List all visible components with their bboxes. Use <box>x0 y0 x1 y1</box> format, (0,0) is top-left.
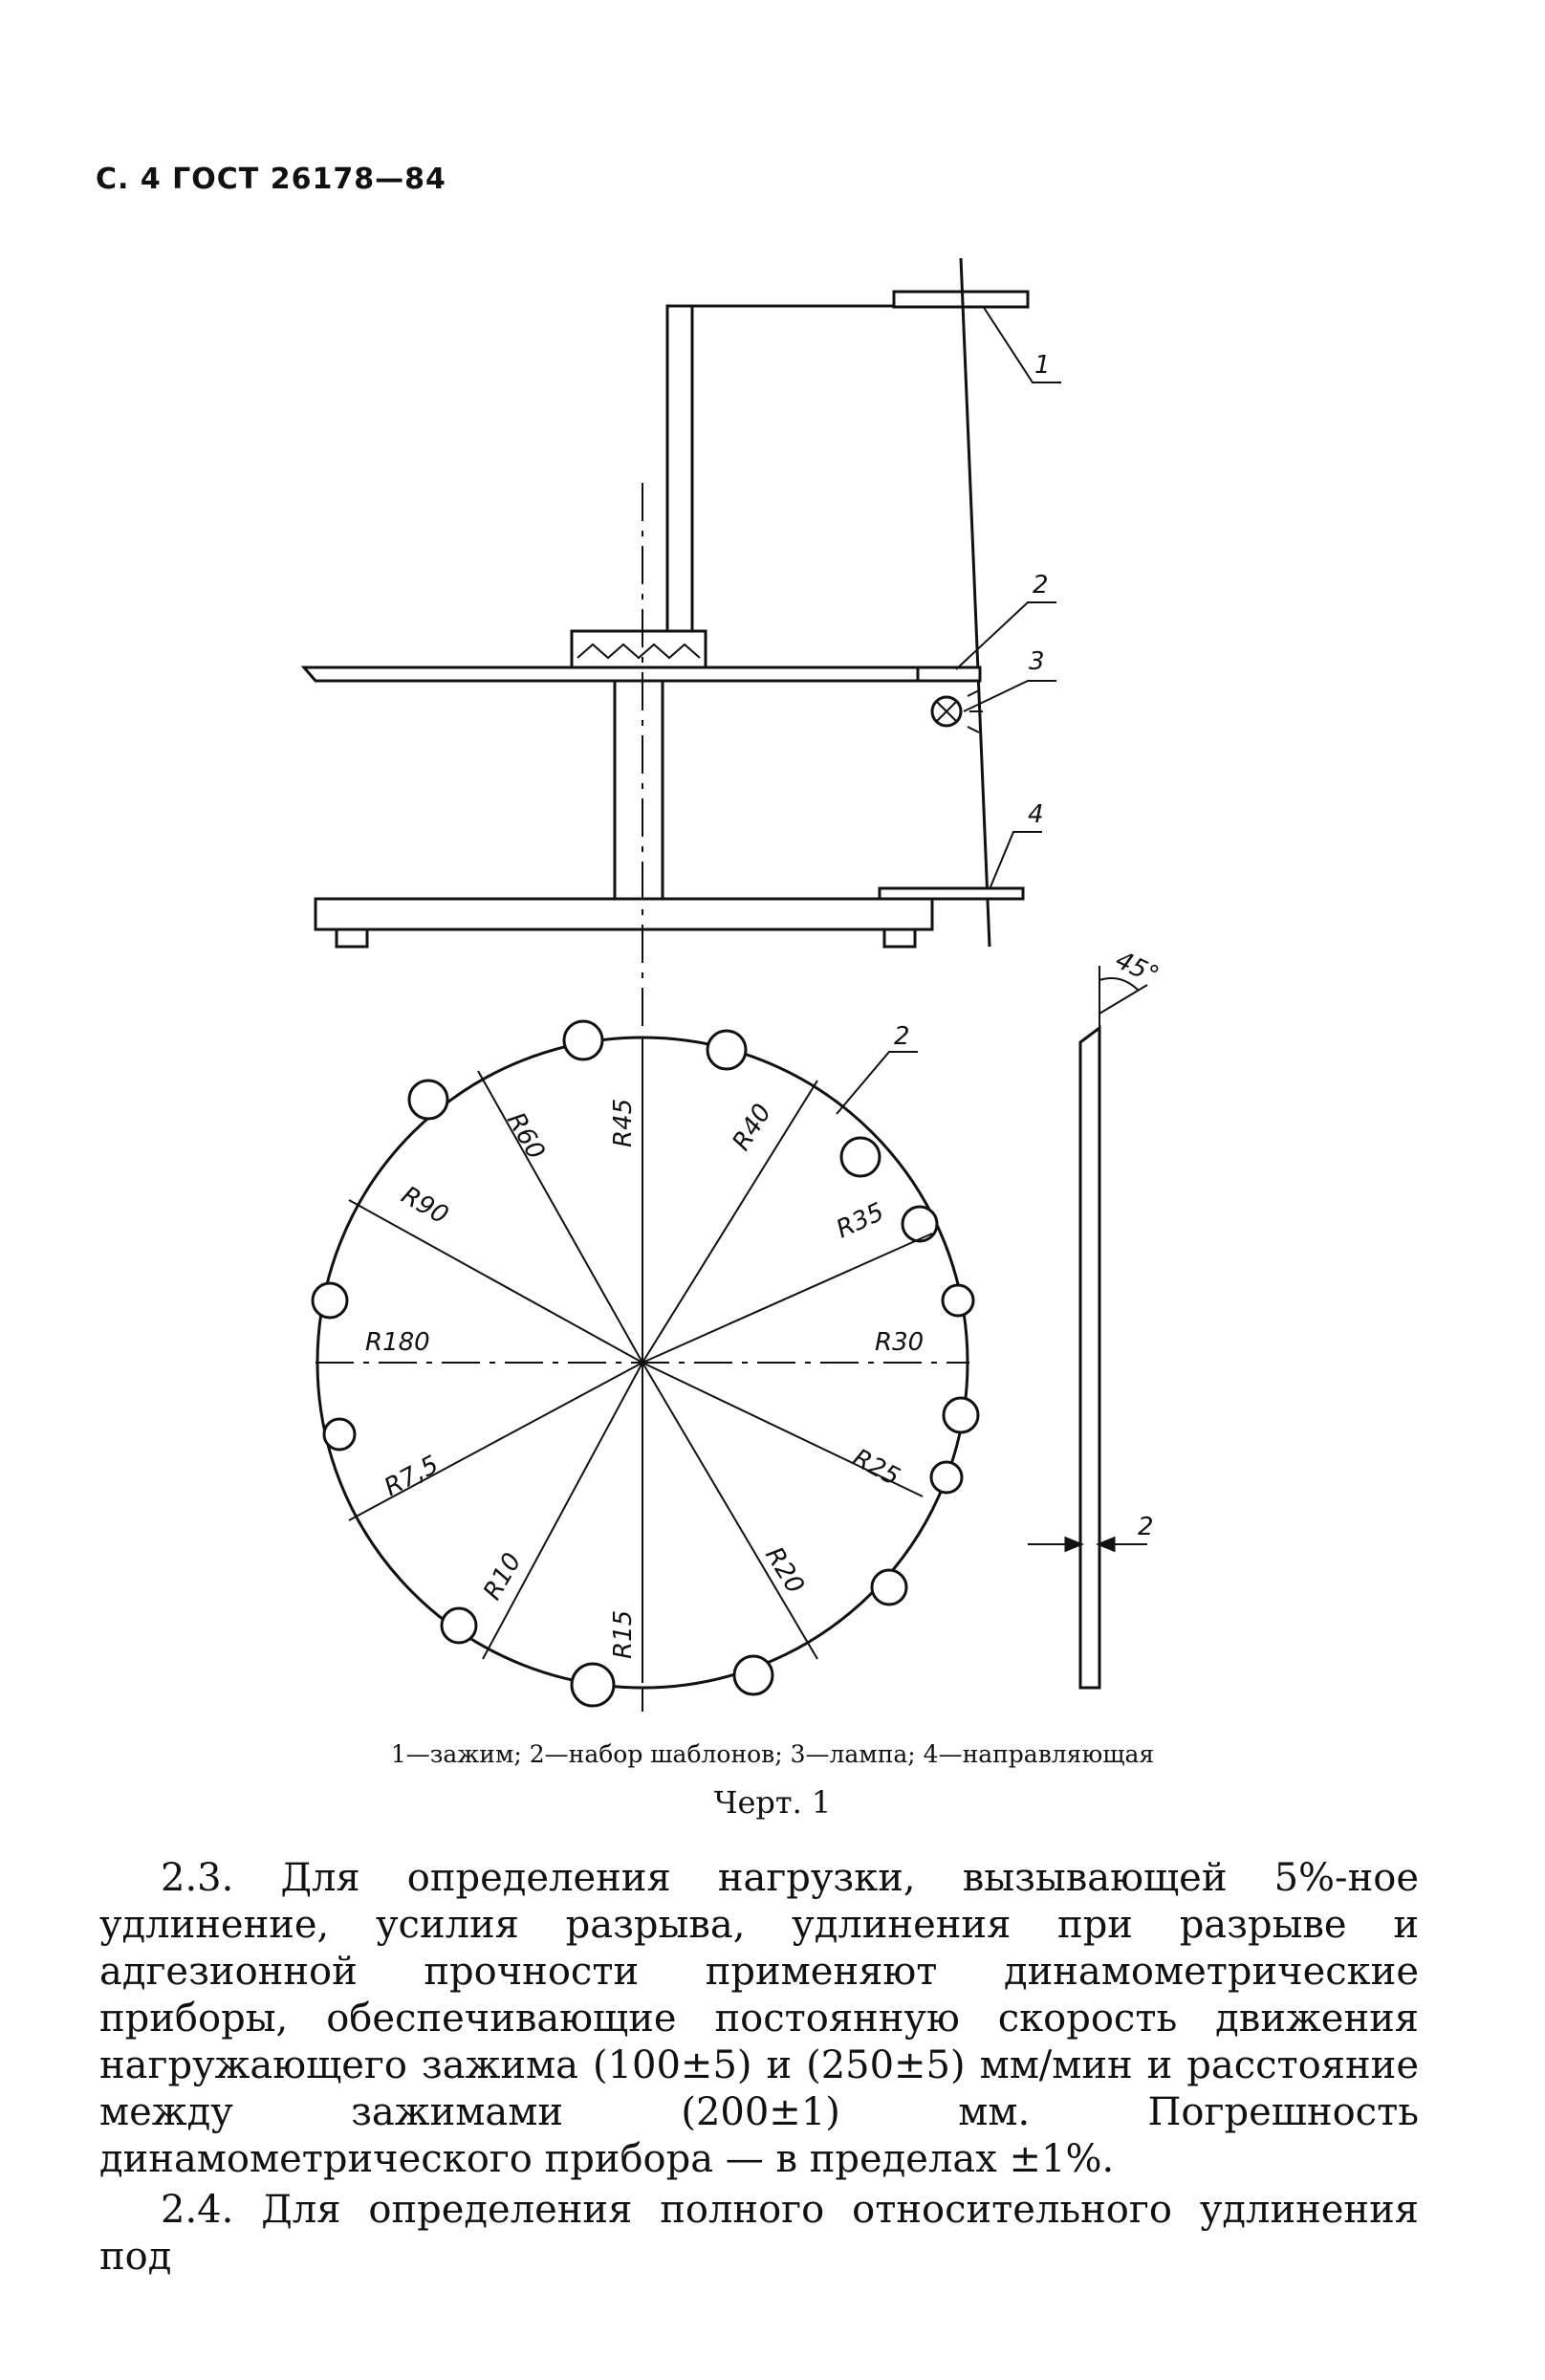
page-header: С. 4 ГОСТ 26178—84 <box>96 163 446 196</box>
label-part-4: 4 <box>1028 800 1044 829</box>
clamp-1 <box>894 292 1028 307</box>
radius-r15: R15 <box>609 1609 638 1659</box>
template-disc <box>313 1021 978 1706</box>
label-thickness: 2 <box>1138 1513 1154 1541</box>
radius-r60: R60 <box>500 1107 551 1165</box>
radius-r20: R20 <box>759 1541 810 1600</box>
apparatus-side-view <box>304 258 1028 947</box>
paragraph-2-4: 2.4. Для определения полного относительного удлинения под <box>99 2188 1419 2279</box>
label-part-1: 1 <box>1034 351 1051 380</box>
label-part-3: 3 <box>1029 647 1045 676</box>
figure-legend: 1—зажим; 2—набор шаблонов; 3—лампа; 4—направляющая <box>390 1740 1155 1768</box>
radius-r40: R40 <box>727 1099 778 1156</box>
figure-title: Черт. 1 <box>713 1784 832 1821</box>
radius-r75: R7,5 <box>380 1450 444 1503</box>
radius-r90: R90 <box>396 1181 453 1231</box>
label-part-2: 2 <box>1033 571 1049 600</box>
body-text <box>99 1855 1419 2281</box>
template-side-section <box>1028 966 1147 1688</box>
radius-r25: R25 <box>847 1443 904 1493</box>
paragraph-2-3: 2.3. Для определения нагрузки, вызывающей 5%-ное удлинение, усилия разрыва, удлинения при разрыве и адгезионной прочности применяют динамометрические приборы, обеспечивающие постоянную скорость движения нагружающего зажима (100±5) и (250±5) мм/мин и расстояние между зажимами (200±1) мм. Погрешность динамометрического прибора — в пределах ±1%. <box>99 1856 1419 2181</box>
radius-r35: R35 <box>832 1197 889 1245</box>
template-set <box>572 631 706 669</box>
radius-r10: R10 <box>478 1548 528 1605</box>
label-angle: 45° <box>1111 946 1164 991</box>
radius-r45: R45 <box>609 1098 638 1147</box>
label-disc-2: 2 <box>894 1022 910 1051</box>
radius-r30: R30 <box>875 1328 925 1357</box>
radius-r180: R180 <box>365 1328 430 1357</box>
guide-4 <box>880 888 1023 899</box>
